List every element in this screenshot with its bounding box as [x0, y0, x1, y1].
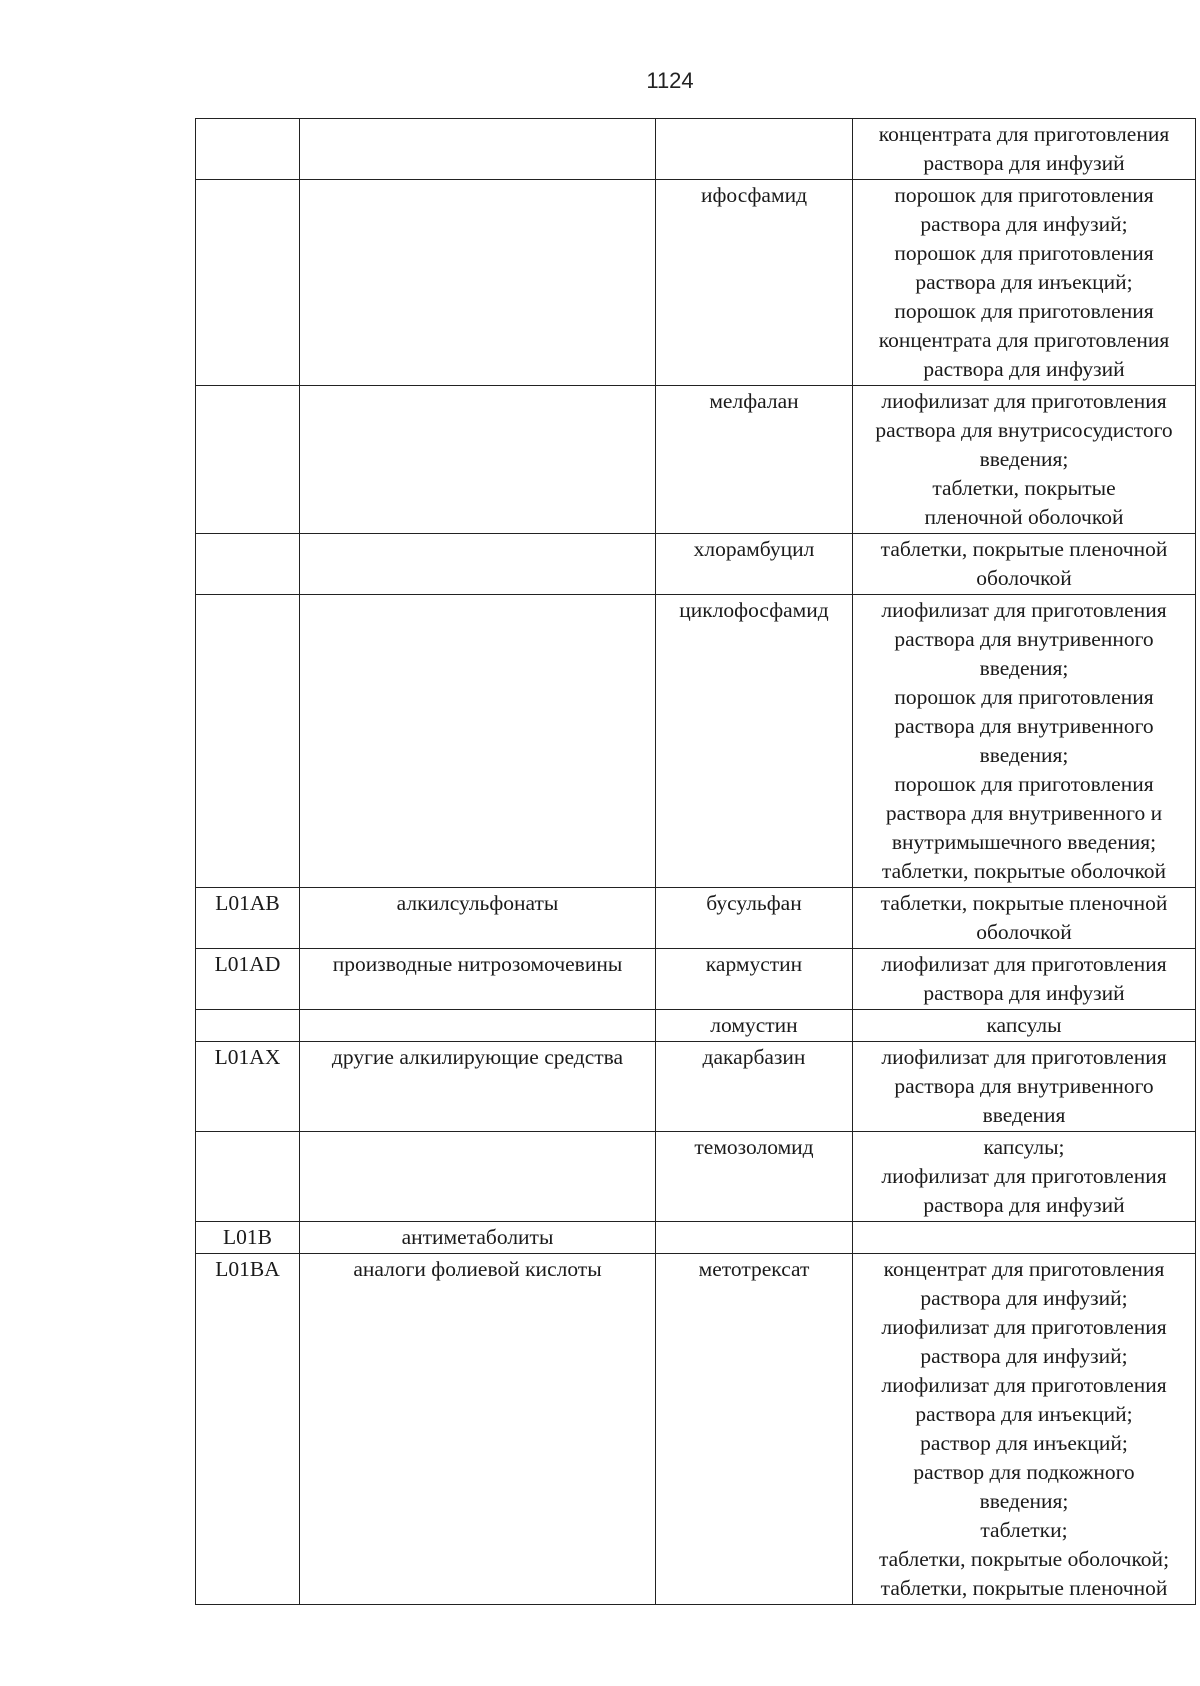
- table-row: [196, 534, 1196, 595]
- atc-code-cell: L01B: [196, 1222, 300, 1254]
- drug-name-cell: метотрексат: [656, 1254, 853, 1605]
- drug-name-cell: мелфалан: [656, 386, 853, 534]
- dosage-form-cell: таблетки, покрытые пленочной оболочкой: [853, 534, 1196, 595]
- dosage-form-cell: концентрата для приготовления раствора для инфузий: [853, 119, 1196, 180]
- table-row: [196, 949, 1196, 1010]
- group-name-cell: [300, 180, 656, 386]
- drug-name-cell: ифосфамид: [656, 180, 853, 386]
- dosage-form-cell: лиофилизат для приготовления раствора для внутривенного введения; порошок для приготовления раствора для внутривенного введения; порошок для приготовления раствора для внутривенного и внутримышечного введения; таблетки, покрытые оболочкой: [853, 595, 1196, 888]
- page-number: 1124: [646, 68, 694, 93]
- table-row: [196, 119, 1196, 180]
- table-row: [196, 888, 1196, 949]
- group-name-cell: [300, 119, 656, 180]
- atc-code-cell: [196, 180, 300, 386]
- atc-code-cell: L01BA: [196, 1254, 300, 1605]
- drug-name-cell: [656, 119, 853, 180]
- dosage-form-cell: таблетки, покрытые пленочной оболочкой: [853, 888, 1196, 949]
- atc-code-cell: [196, 1010, 300, 1042]
- atc-code-cell: L01AD: [196, 949, 300, 1010]
- dosage-form-cell: капсулы; лиофилизат для приготовления раствора для инфузий: [853, 1132, 1196, 1222]
- atc-code-cell: [196, 1132, 300, 1222]
- dosage-form-cell: концентрат для приготовления раствора для инфузий; лиофилизат для приготовления раствора для инфузий; лиофилизат для приготовления раствора для инъекций; раствор для инъекций; раствор для подкожного введения; таблетки; таблетки, покрытые оболочкой; таблетки, покрытые пленочной: [853, 1254, 1196, 1605]
- group-name-cell: алкилсульфонаты: [300, 888, 656, 949]
- atc-code-cell: [196, 595, 300, 888]
- drug-name-cell: хлорамбуцил: [656, 534, 853, 595]
- group-name-cell: [300, 386, 656, 534]
- drug-name-cell: кармустин: [656, 949, 853, 1010]
- dosage-form-cell: лиофилизат для приготовления раствора для внутривенного введения: [853, 1042, 1196, 1132]
- atc-code-cell: [196, 534, 300, 595]
- drug-name-cell: ломустин: [656, 1010, 853, 1042]
- group-name-cell: другие алкилирующие средства: [300, 1042, 656, 1132]
- group-name-cell: антиметаболиты: [300, 1222, 656, 1254]
- table-row: [196, 1132, 1196, 1222]
- group-name-cell: аналоги фолиевой кислоты: [300, 1254, 656, 1605]
- drug-classification-table: [195, 118, 1196, 1605]
- table-row: [196, 595, 1196, 888]
- table-row: [196, 1222, 1196, 1254]
- dosage-form-cell: порошок для приготовления раствора для инфузий; порошок для приготовления раствора для инъекций; порошок для приготовления концентрата для приготовления раствора для инфузий: [853, 180, 1196, 386]
- group-name-cell: [300, 595, 656, 888]
- drug-name-cell: циклофосфамид: [656, 595, 853, 888]
- table-row: [196, 1254, 1196, 1605]
- table-row: [196, 1042, 1196, 1132]
- dosage-form-cell: капсулы: [853, 1010, 1196, 1042]
- drug-name-cell: дакарбазин: [656, 1042, 853, 1132]
- atc-code-cell: [196, 386, 300, 534]
- drug-name-cell: темозоломид: [656, 1132, 853, 1222]
- group-name-cell: [300, 1132, 656, 1222]
- group-name-cell: [300, 1010, 656, 1042]
- drug-name-cell: [656, 1222, 853, 1254]
- table-row: [196, 180, 1196, 386]
- table-row: [196, 386, 1196, 534]
- atc-code-cell: L01AX: [196, 1042, 300, 1132]
- table-row: [196, 1010, 1196, 1042]
- dosage-form-cell: лиофилизат для приготовления раствора для внутрисосудистого введения; таблетки, покрытые пленочной оболочкой: [853, 386, 1196, 534]
- atc-code-cell: L01AB: [196, 888, 300, 949]
- dosage-form-cell: лиофилизат для приготовления раствора для инфузий: [853, 949, 1196, 1010]
- dosage-form-cell: [853, 1222, 1196, 1254]
- group-name-cell: [300, 534, 656, 595]
- group-name-cell: производные нитрозомочевины: [300, 949, 656, 1010]
- atc-code-cell: [196, 119, 300, 180]
- drug-name-cell: бусульфан: [656, 888, 853, 949]
